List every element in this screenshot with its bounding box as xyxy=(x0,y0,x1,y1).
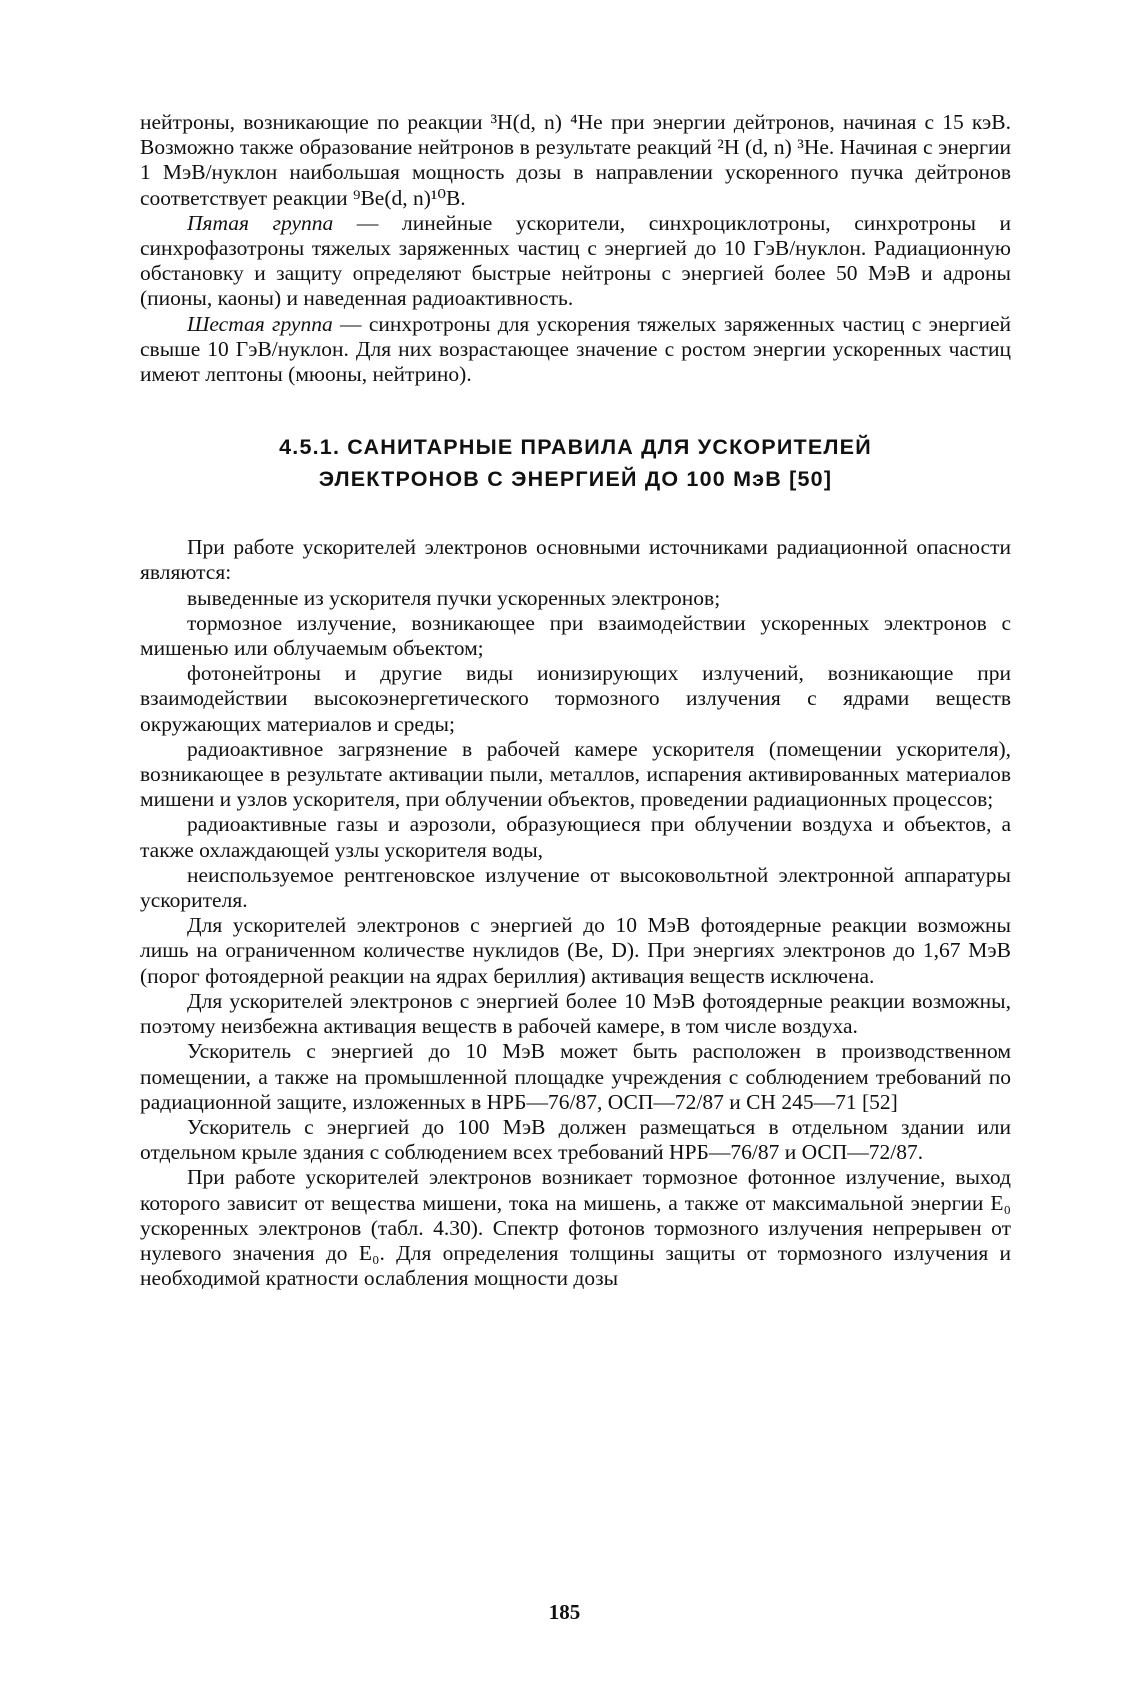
group5-lead: Пятая группа xyxy=(187,210,334,235)
section-heading-line-2: ЭЛЕКТРОНОВ С ЭНЕРГИЕЙ ДО 100 МэВ [50] xyxy=(318,467,833,492)
section-heading-line-1: 4.5.1. САНИТАРНЫЕ ПРАВИЛА ДЛЯ УСКОРИТЕЛЕЙ xyxy=(279,435,872,460)
body-paragraph-1: При работе ускорителей электронов основными источниками радиационной опасности являются: xyxy=(140,535,1011,585)
body-paragraph-5: радиоактивное загрязнение в рабочей камере ускорителя (помещении ускорителя), возникающее в результате активации пыли, металлов, испарения активированных материалов мишени и узлов ускорителя, при облучении объектов, проведении радиационных процессов; xyxy=(140,736,1011,812)
body-paragraph-11: Ускоритель с энергией до 100 МэВ должен размещаться в отдельном здании или отдельном крыле здания с соблюдением всех требований НРБ—76/87 и ОСП—72/87. xyxy=(140,1114,1011,1165)
body-paragraph-6: радиоактивные газы и аэрозоли, образующиеся при облучении воздуха и объектов, а также охлаждающей узлы ускорителя воды, xyxy=(140,812,1011,862)
group5-text: — линейные ускорители, синхроциклотроны, синхротроны и синхрофазотроны тяжелых заряженных частиц с энергией до 10 ГэВ/нуклон. Радиационную обстановку и защиту определяют быстрые нейтроны с энергией более 50 МэВ и адроны (пионы, каоны) и наведенная радиоактивность. xyxy=(140,210,1012,311)
body-paragraph-4: фотонейтроны и другие виды ионизирующих излучений, возникающие при взаимодействии высокоэнергетического тормозного излучения с ядрами веществ окружающих материалов и среды; xyxy=(140,661,1011,736)
body-paragraph-2: выведенные из ускорителя пучки ускоренных электронов; xyxy=(187,585,721,610)
intro-paragraph: нейтроны, возникающие по реакции ³H(d, n) ⁴He при энергии дейтронов, начиная с 15 кэВ. Возможно также образование нейтронов в результате реакций ²H (d, n) ³He. Начиная с энергии 1 МэВ/нуклон наибольшая мощность дозы в направлении ускоренного пучка дейтронов соответствует реакции ⁹Be(d, n)¹⁰B. xyxy=(140,110,1011,210)
group6-paragraph xyxy=(140,312,1011,388)
group5-paragraph xyxy=(140,211,1011,312)
group6-lead: Шестая группа xyxy=(187,311,333,336)
body-paragraph-3: тормозное излучение, возникающее при взаимодействии ускоренных электронов с мишенью или облучаемым объектом; xyxy=(140,610,1011,661)
body-paragraph-12: При работе ускорителей электронов возникает тормозное фотонное излучение, выход которого зависит от вещества мишени, тока на мишень, а также от максимальной энергии E₀ ускоренных электронов (табл. 4.30). Спектр фотонов тормозного излучения непрерывен от нулевого значения до E₀. Для определения толщины защиты от тормозного излучения и необходимой кратности ослабления мощности дозы xyxy=(140,1165,1011,1291)
section-heading xyxy=(140,431,1011,495)
page-number: 185 xyxy=(548,1600,581,1624)
body-paragraph-8: Для ускорителей электронов с энергией до 10 МэВ фотоядерные реакции возможны лишь на ограниченном количестве нуклидов (Be, D). При энергиях электронов до 1,67 МэВ (порог фотоядерной реакции на ядрах бериллия) активация веществ исключена. xyxy=(140,913,1011,988)
body-paragraph-7: неиспользуемое рентгеновское излучение от высоковольтной электронной аппаратуры ускорителя. xyxy=(140,862,1011,913)
group6-text: — синхротроны для ускорения тяжелых заряженных частиц с энергией свыше 10 ГэВ/нуклон. Для них возрастающее значение с ростом энергии ускоренных частиц имеют лептоны (мюоны, нейтрино). xyxy=(140,311,1012,387)
body-paragraph-9: Для ускорителей электронов с энергией более 10 МэВ фотоядерные реакции возможны, поэтому неизбежна активация веществ в рабочей камере, в том числе воздуха. xyxy=(140,988,1011,1039)
body-paragraph-10: Ускоритель с энергией до 10 МэВ может быть расположен в производственном помещении, а также на промышленной площадке учреждения с соблюдением требований по радиационной защите, изложенных в НРБ—76/87, ОСП—72/87 и СН 245—71 [52] xyxy=(140,1039,1011,1114)
